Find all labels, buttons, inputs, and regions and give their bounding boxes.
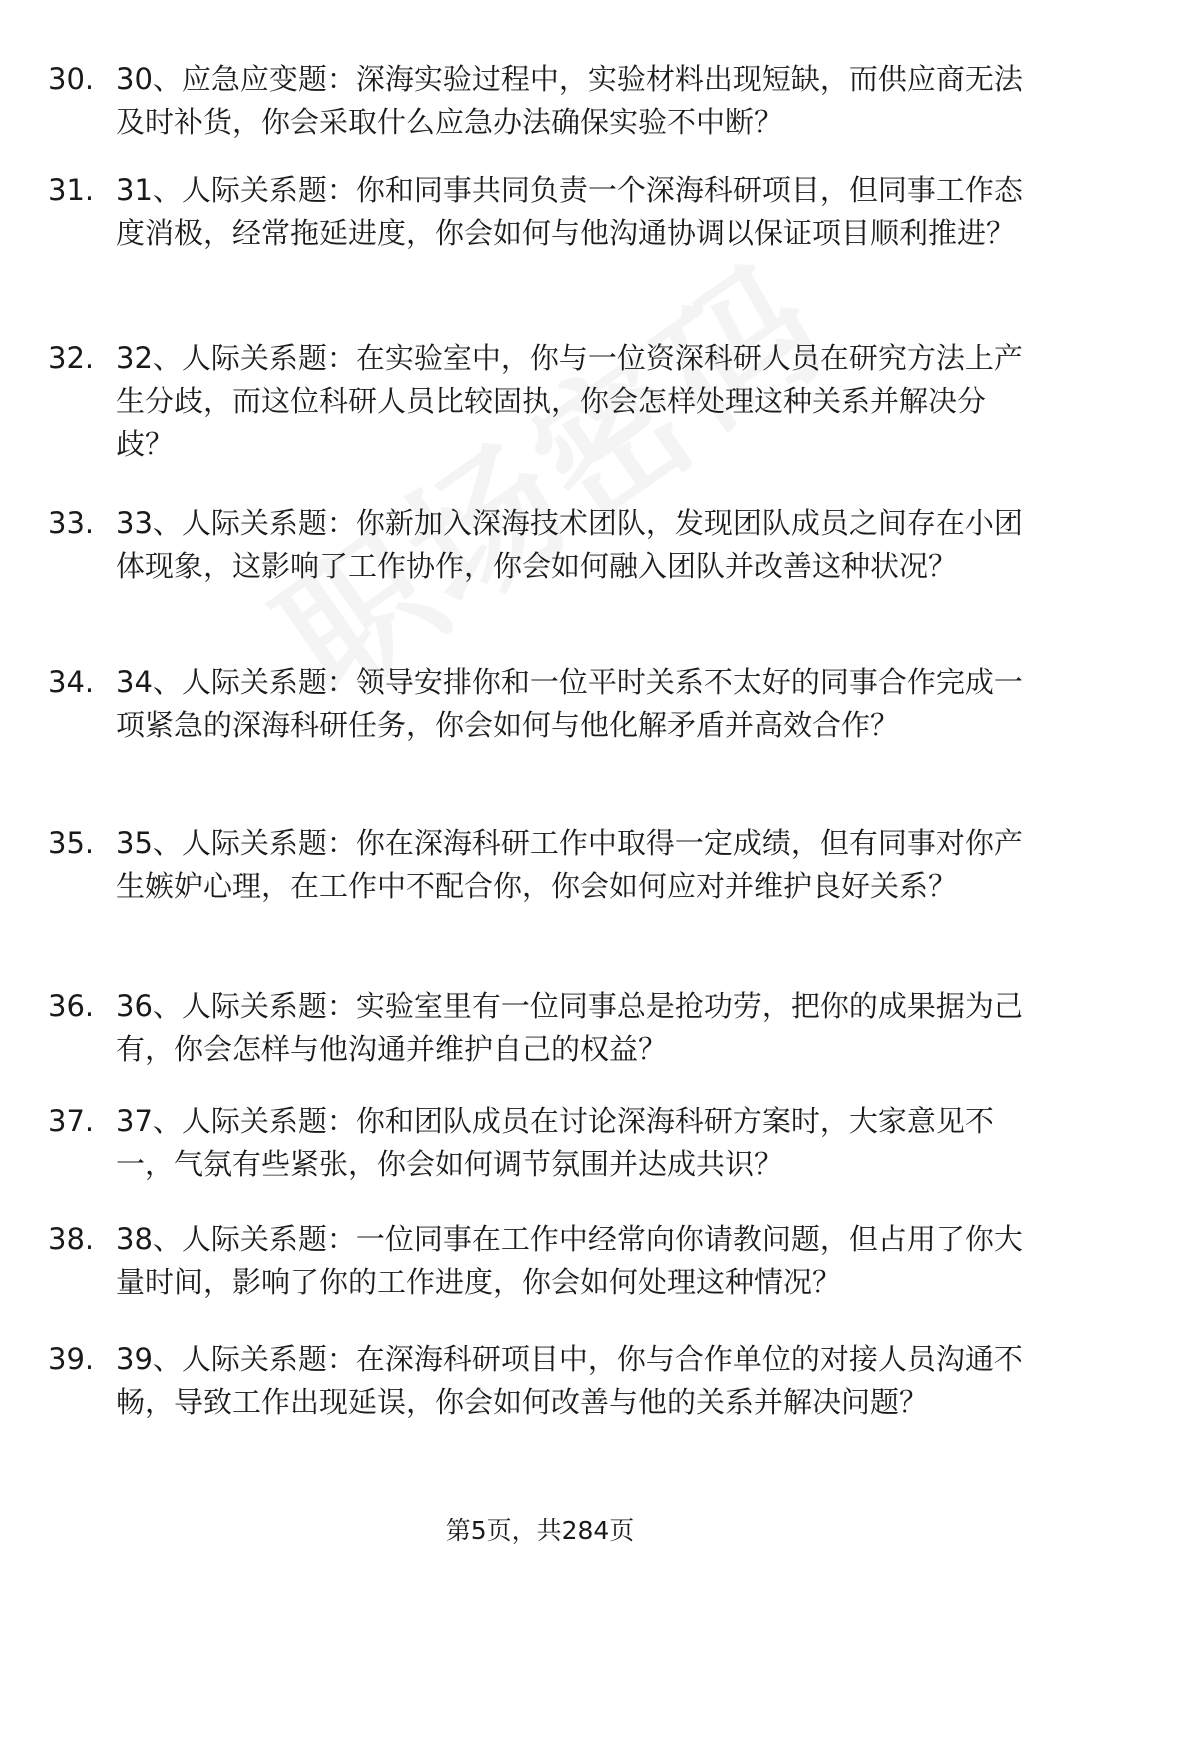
item-text: 38、人际关系题：一位同事在工作中经常向你请教问题，但占用了你大量时间，影响了你的工作进度，你会如何处理这种情况？ <box>116 1222 1023 1299</box>
item-number: 34. <box>48 665 95 699</box>
item-text: 32、人际关系题：在实验室中，你与一位资深科研人员在研究方法上产生分歧，而这位科研人员比较固执，你会怎样处理这种关系并解决分歧？ <box>116 341 1023 461</box>
item-number: 37. <box>48 1104 95 1138</box>
item-text: 39、人际关系题：在深海科研项目中，你与合作单位的对接人员沟通不畅，导致工作出现延误，你会如何改善与他的关系并解决问题？ <box>116 1342 1023 1419</box>
item-number: 33. <box>48 506 95 540</box>
item-text: 34、人际关系题：领导安排你和一位平时关系不太好的同事合作完成一项紧急的深海科研任务，你会如何与他化解矛盾并高效合作？ <box>116 665 1023 742</box>
item-number: 35. <box>48 826 95 860</box>
watermark <box>230 207 859 737</box>
item-text: 30、应急应变题：深海实验过程中，实验材料出现短缺，而供应商无法及时补货，你会采取什么应急办法确保实验不中断？ <box>116 62 1023 139</box>
item-text: 35、人际关系题：你在深海科研工作中取得一定成绩，但有同事对你产生嫉妒心理，在工作中不配合你，你会如何应对并维护良好关系？ <box>116 826 1023 903</box>
item-number: 30. <box>48 62 95 96</box>
item-text: 37、人际关系题：你和团队成员在讨论深海科研方案时，大家意见不一，气氛有些紧张，你会如何调节氛围并达成共识？ <box>116 1104 994 1181</box>
item-text: 36、人际关系题：实验室里有一位同事总是抢功劳，把你的成果据为己有，你会怎样与他沟通并维护自己的权益？ <box>116 989 1023 1066</box>
item-number: 31. <box>48 173 95 207</box>
item-text: 33、人际关系题：你新加入深海技术团队，发现团队成员之间存在小团体现象，这影响了工作协作，你会如何融入团队并改善这种状况？ <box>116 506 1023 583</box>
item-number: 39. <box>48 1342 95 1376</box>
item-number: 36. <box>48 989 95 1023</box>
item-number: 38. <box>48 1222 95 1256</box>
item-number: 32. <box>48 341 95 375</box>
page-footer: 第5页，共284页 <box>445 1516 635 1545</box>
item-text: 31、人际关系题：你和同事共同负责一个深海科研项目，但同事工作态度消极，经常拖延进度，你会如何与他沟通协调以保证项目顺利推进？ <box>116 173 1023 250</box>
